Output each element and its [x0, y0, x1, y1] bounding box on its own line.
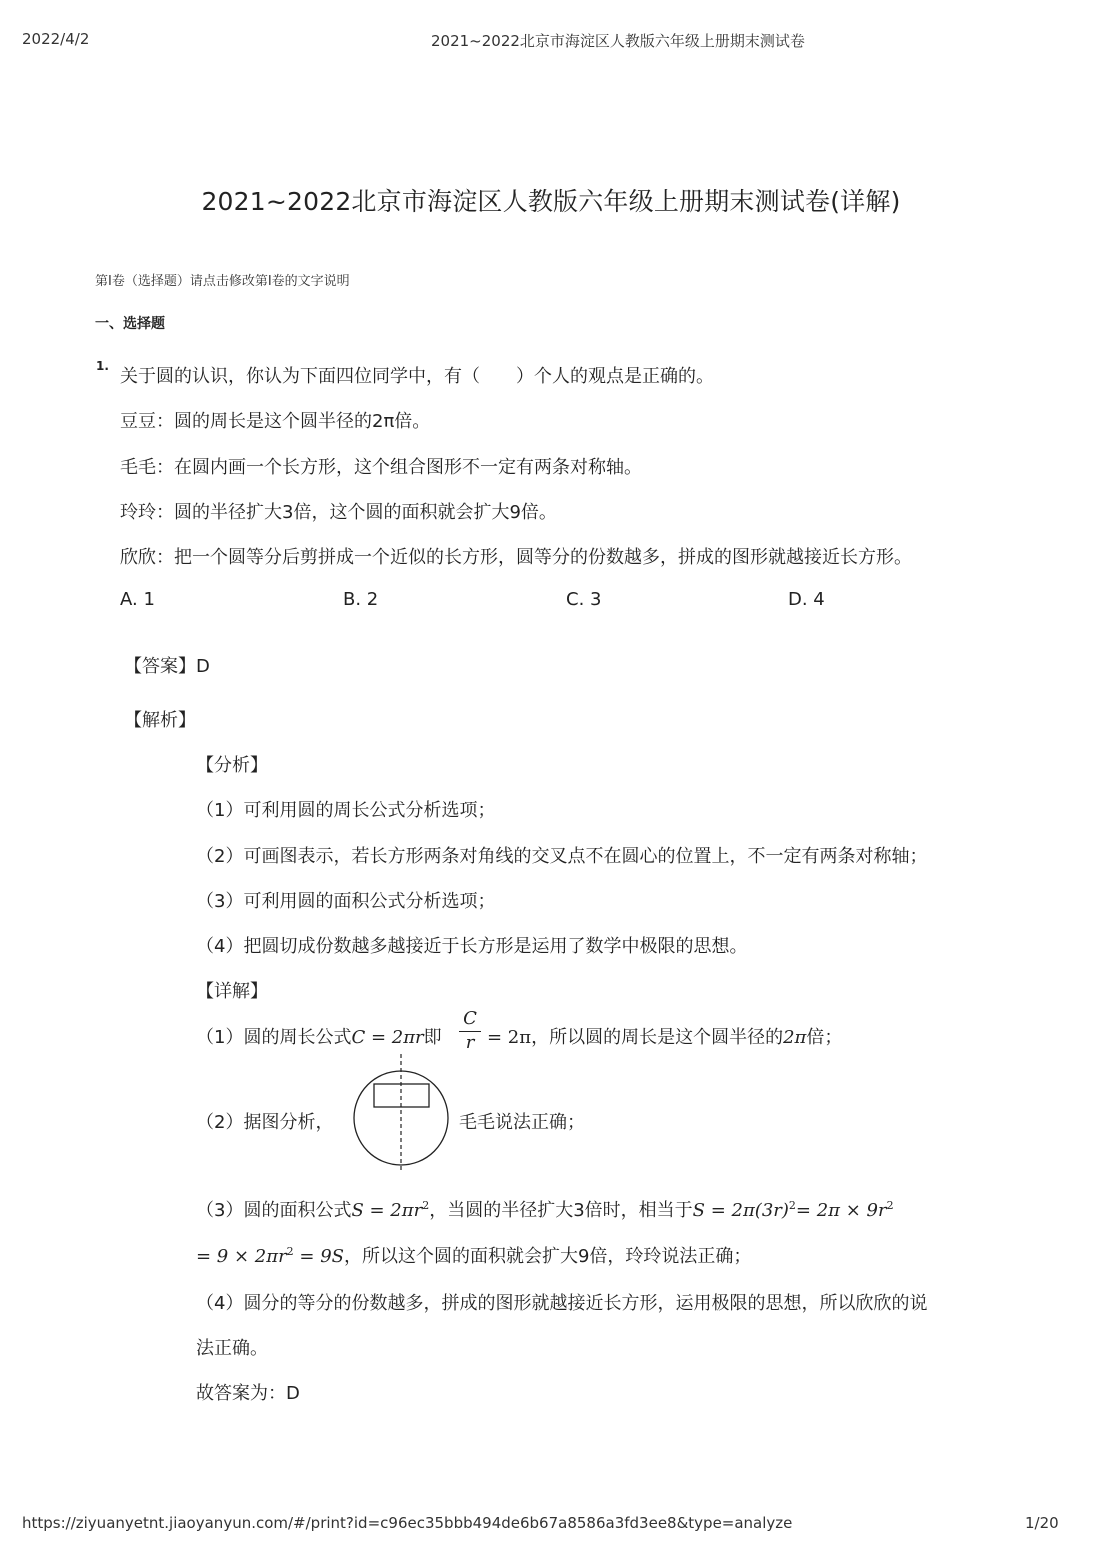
fenxi-item-4: （4）把圆切成份数越多越接近于长方形是运用了数学中极限的思想。 — [196, 936, 748, 957]
final-answer: 故答案为：D — [196, 1383, 300, 1404]
circle-rectangle-figure — [350, 1052, 456, 1174]
statement-maomao: 毛毛：在圆内画一个长方形，这个组合图形不一定有两条对称轴。 — [120, 457, 642, 478]
option-c[interactable]: C. 3 — [566, 589, 602, 610]
answer-label: 【答案】 — [124, 656, 196, 677]
fraction-numerator: C — [463, 1008, 477, 1029]
detail-1-suffix: 倍； — [806, 1027, 843, 1048]
detail-2-prefix: （2）据图分析， — [196, 1112, 334, 1133]
statement-xinxin: 欣欣：把一个圆等分后剪拼成一个近似的长方形，圆等分的份数越多，拼成的图形就越接近长方形。 — [120, 547, 912, 568]
question-stem: 关于圆的认识，你认为下面四位同学中，有（ ）个人的观点是正确的。 — [120, 366, 714, 387]
circumference-formula: C = 2πr — [351, 1027, 424, 1048]
two-pi: 2π — [783, 1027, 807, 1048]
document-header-title: 2021~2022北京市海淀区人教版六年级上册期末测试卷 — [431, 32, 805, 50]
footer-url[interactable]: https://ziyuanyetnt.jiaoyanyun.com/#/print?id=c96ec35bbb494de6b67a8586a3fd3ee8&type=analyze — [22, 1514, 793, 1532]
detail-4-line-2: 法正确。 — [196, 1338, 268, 1359]
option-a[interactable]: A. 1 — [120, 589, 155, 610]
area-result-formula: = 9 × 2πr — [196, 1246, 287, 1267]
detail-3-line-2 — [196, 1242, 751, 1268]
scaled-area-formula: S = 2π(3r) — [692, 1200, 789, 1221]
answer-value: D — [196, 656, 210, 677]
section-title: 一、选择题 — [95, 316, 165, 332]
fenxi-label: 【分析】 — [196, 755, 268, 776]
xiangjie-label: 【详解】 — [196, 981, 268, 1002]
scaled-area-expansion: = 2π × 9r — [795, 1200, 887, 1221]
option-b[interactable]: B. 2 — [343, 589, 379, 610]
detail-1-part-a — [196, 1023, 442, 1049]
scaled-area-exponent: 2 — [788, 1199, 796, 1212]
analysis-label: 【解析】 — [124, 710, 196, 731]
page-number: 1/20 — [1025, 1514, 1059, 1532]
scaled-area-expansion-exponent: 2 — [886, 1199, 894, 1212]
detail-3-middle: ，当圆的半径扩大3倍时，相当于 — [429, 1200, 693, 1221]
detail-1-prefix: （1）圆的周长公式 — [196, 1027, 352, 1048]
detail-3-line-1 — [196, 1196, 894, 1222]
fraction-denominator: r — [459, 1031, 481, 1054]
option-d[interactable]: D. 4 — [788, 589, 825, 610]
detail-1-ji: 即 — [423, 1027, 442, 1048]
print-date: 2022/4/2 — [22, 30, 90, 48]
statement-lingling: 玲玲：圆的半径扩大3倍，这个圆的面积就会扩大9倍。 — [120, 502, 557, 523]
statement-doudou: 豆豆：圆的周长是这个圆半径的2π倍。 — [120, 411, 431, 432]
fraction-c-over-r — [459, 1009, 481, 1054]
page-title: 2021~2022北京市海淀区人教版六年级上册期末测试卷(详解) — [201, 187, 901, 216]
question-number: 1. — [96, 359, 109, 373]
detail-1-part-b — [487, 1023, 842, 1049]
area-formula-exponent: 2 — [422, 1199, 430, 1212]
detail-3-conclusion: ，所以这个圆的面积就会扩大9倍，玲玲说法正确； — [343, 1246, 752, 1267]
detail-2-suffix: 毛毛说法正确； — [459, 1112, 585, 1133]
fenxi-item-1: （1）可利用圆的周长公式分析选项； — [196, 800, 496, 821]
area-formula: S = 2πr — [351, 1200, 423, 1221]
volume-note[interactable]: 第Ⅰ卷（选择题）请点击修改第Ⅰ卷的文字说明 — [95, 274, 350, 289]
detail-4-line-1: （4）圆分的等分的份数越多，拼成的图形就越接近长方形，运用极限的思想，所以欣欣的说 — [196, 1293, 928, 1314]
area-result-exponent: 2 — [286, 1245, 294, 1258]
fenxi-item-3: （3）可利用圆的面积公式分析选项； — [196, 891, 496, 912]
fenxi-item-2: （2）可画图表示，若长方形两条对角线的交叉点不在圆心的位置上，不一定有两条对称轴； — [196, 846, 928, 867]
answer-line — [124, 652, 210, 678]
fraction-equals: = 2π — [487, 1027, 532, 1048]
area-result-9s: = 9S — [293, 1246, 344, 1267]
detail-1-middle: ，所以圆的周长是这个圆半径的 — [531, 1027, 784, 1048]
detail-3-prefix: （3）圆的面积公式 — [196, 1200, 352, 1221]
